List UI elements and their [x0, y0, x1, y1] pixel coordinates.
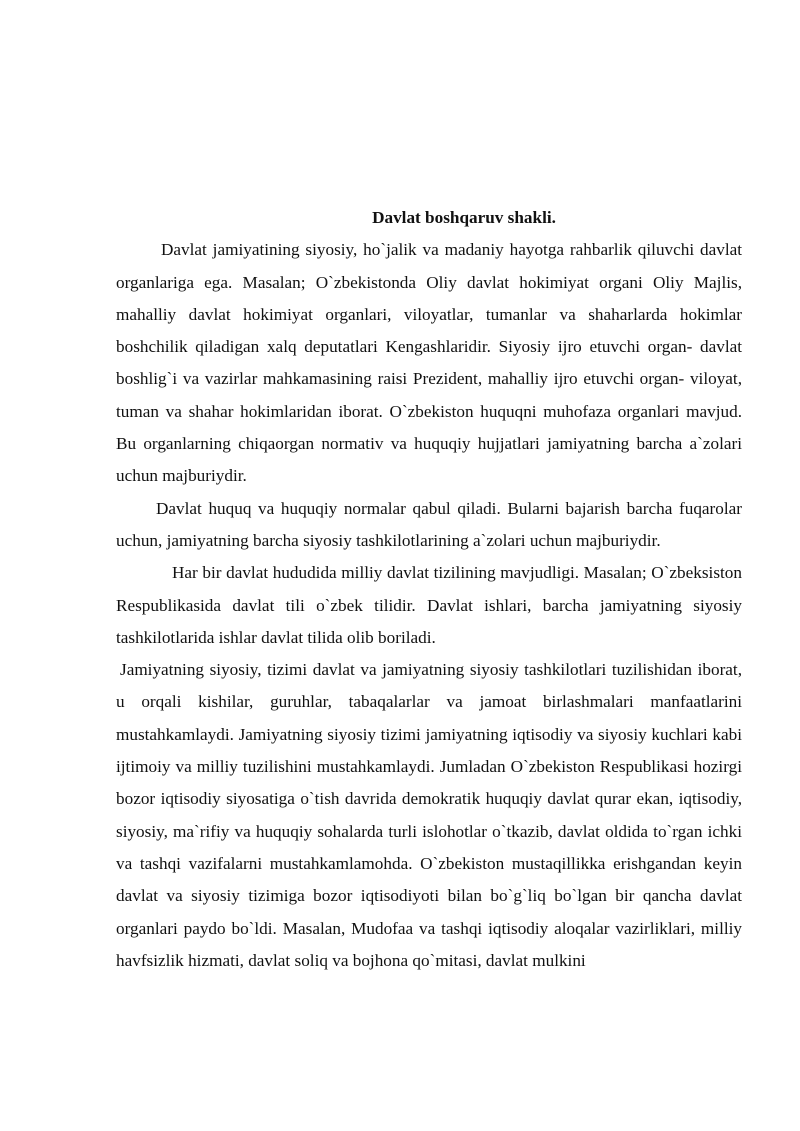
document-body [116, 202, 742, 977]
document-title: Davlat boshqaruv shakli. [372, 208, 556, 227]
paragraph-law-norms: Davlat huquq va huquqiy normalar qabul qiladi. Bularni bajarish barcha fuqarolar uchun, jamiyatning barcha siyosiy tashkilotlarining a`zolari uchun majburiydir. [116, 498, 742, 550]
paragraph-political-system: Jamiyatning siyosiy, tizimi davlat va jamiyatning siyosiy tashkilotlari tuzilishidan iborat, u orqali kishilar, guruhlar, tabaqalarlar va jamoat birlashmalari manfaatlarini mustahkamlaydi. Jamiyatning siyosiy tizimi jamiyatning iqtisodiy va siyosiy kuchlari kabi ijtimoiy va milliy tuzilishini mustahkamlaydi. Jumladan O`zbekiston Respublikasi hozirgi bozor iqtisodiy siyosatiga o`tish davrida demokratik huquqiy davlat qurar ekan, iqtisodiy, siyosiy, ma`rifiy va huquqiy sohalarda turli islohotlar o`tkazib, davlat oldida to`rgan ichki va tashqi vazifalarni mustahkamlamohda. O`zbekiston mustaqillikka erishgandan keyin davlat va siyosiy tizimiga bozor iqtisodiyoti bilan bo`g`liq bo`lgan bir qancha davlat organlari paydo bo`ldi. Masalan, Mudofaa va tashqi iqtisodiy aloqalar vazirliklari, milliy havfsizlik hizmati, davlat soliq va bojhona qo`mitasi, davlat mulkini [116, 660, 742, 970]
paragraph-state-language: Har bir davlat hududida milliy davlat tizilining mavjudligi. Masalan; O`zbeksiston Respublikasida davlat tili o`zbek tilidir. Davlat ishlari, barcha jamiyatning siyosiy tashkilotlarida ishlar davlat tilida olib boriladi. [116, 563, 742, 647]
paragraph-state-organs: Davlat jamiyatining siyosiy, ho`jalik va madaniy hayotga rahbarlik qiluvchi davlat organlariga ega. Masalan; O`zbekistonda Oliy davlat hokimiyat organi Oliy Majlis, mahalliy davlat hokimiyat organlari, viloyatlar, tumanlar va shaharlarda hokimlar boshchilik qiladigan xalq deputatlari Kengashlaridir. Siyosiy ijro etuvchi organ- davlat boshlig`i va vazirlar mahkamasining raisi Prezident, mahalliy ijro etuvchi organ- viloyat, tuman va shahar hokimlaridan iborat. O`zbekiston huquqni muhofaza organlari mavjud. Bu organlarning chiqaorgan normativ va huquqiy hujjatlari jamiyatning barcha a`zolari uchun majburiydir. [116, 240, 742, 486]
